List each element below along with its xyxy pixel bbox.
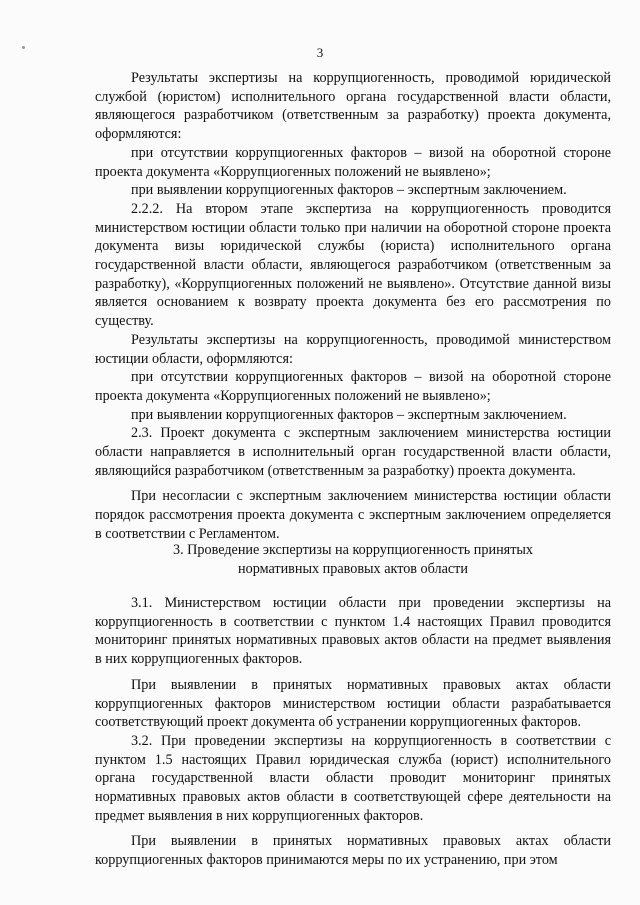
paragraph: 2.3. Проект документа с экспертным заключением министерства юстиции области направляется в исполнительный орган государственной власти области, являющийся разработчиком (ответственным за разработку) проекта документа. xyxy=(95,425,611,479)
paragraph: Результаты экспертизы на коррупциогенность, проводимой юридической службой (юристом) исполнительного органа государственной власти области, являющегося разработчиком (ответственным за разработку) проекта документа, оформляются: xyxy=(95,70,611,143)
paragraph: При выявлении в принятых нормативных правовых актах области коррупциогенных факторов министерством юстиции области разрабатывается соответствующий проект документа об устранении коррупциогенных факторов. xyxy=(95,676,611,731)
page-number: 3 xyxy=(316,45,324,60)
paragraph: при выявлении коррупциогенных факторов – экспертным заключением. xyxy=(131,406,567,423)
paragraph: при отсутствии коррупциогенных факторов – визой на оборотной стороне проекта документа «Коррупциогенных положений не выявлено»; xyxy=(95,144,611,180)
paragraph: Результаты экспертизы на коррупциогенность, проводимой министерством юстиции области, оформляются: xyxy=(95,331,611,367)
paragraph: 3.1. Министерством юстиции области при проведении экспертизы на коррупциогенность в соответствии с пунктом 1.4 настоящих Правил проводится мониторинг принятых нормативных правовых актов области на предмет выявления в них коррупциогенных факторов. xyxy=(95,595,611,668)
paragraph: 2.2.2. На втором этапе экспертиза на коррупциогенность проводится министерством юстиции области только при наличии на оборотной стороне проекта документа визы юридической службы (юриста) исполнительного органа государственной власти области, являющегося разработчиком (ответственным за разработку), «Коррупциогенных положений не выявлено». Отсутствие данной визы является основанием к возврату проекта документа без его рассмотрения по существу. xyxy=(95,200,611,330)
paragraph: 3.2. При проведении экспертизы на коррупциогенность в соответствии с пунктом 1.5 настоящих Правил юридическая служба (юрист) исполнительного органа государственной власти области проводит мониторинг принятых нормативных правовых актов области в соответствующей сфере деятельности на предмет выявления в них коррупциогенных факторов. xyxy=(95,732,611,824)
paragraph: При несогласии с экспертным заключением министерства юстиции области порядок рассмотрения проекта документа с экспертным заключением определяется в соответствии с Регламентом. xyxy=(95,488,611,542)
paragraph: При выявлении в принятых нормативных правовых актах области коррупциогенных факторов принимаются меры по их устранению, при этом xyxy=(95,833,611,869)
section-heading xyxy=(95,541,611,579)
paragraph: при выявлении коррупциогенных факторов – экспертным заключением. xyxy=(131,182,567,199)
body-text-top xyxy=(95,69,611,544)
body-text-bottom xyxy=(95,594,611,870)
paragraph: при отсутствии коррупциогенных факторов – визой на оборотной стороне проекта документа «Коррупциогенных положений не выявлено»; xyxy=(95,369,611,404)
section-heading-line: нормативных правовых актов области xyxy=(238,561,468,577)
section-heading-line: 3. Проведение экспертизы на коррупциогенность принятых xyxy=(172,542,534,558)
